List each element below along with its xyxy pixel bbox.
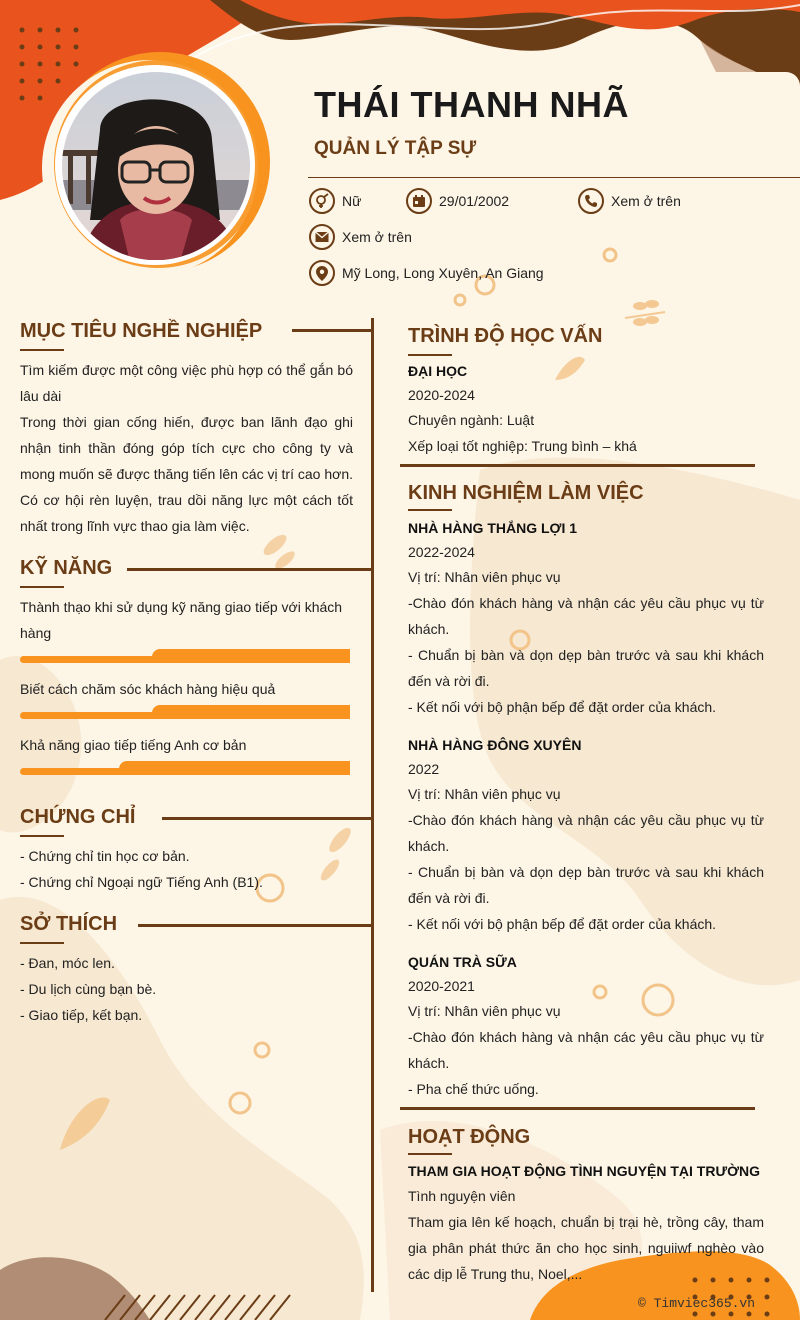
location-icon [309, 260, 335, 286]
job-duty: - Kết nối với bộ phận bếp để đặt order của khách. [408, 916, 717, 932]
education-school: ĐẠI HỌC [408, 363, 468, 379]
certificates-connector [162, 817, 372, 820]
hobbies-title: SỞ THÍCH [20, 913, 118, 935]
job-duty: - Chuẩn bị bàn và dọn dẹp bàn trước và sau khi khách đến và rời đi. [408, 647, 764, 689]
phone-value: Xem ở trên [611, 193, 681, 209]
job-company: NHÀ HÀNG ĐÔNG XUYÊN [408, 737, 582, 753]
skill-bar [20, 649, 350, 663]
objective-underline [20, 349, 64, 351]
address-value: Mỹ Long, Long Xuyên, An Giang [342, 265, 544, 281]
job-duty: - Kết nối với bộ phận bếp để đặt order của khách. [408, 699, 717, 715]
job-company: NHÀ HÀNG THẮNG LỢI 1 [408, 520, 578, 536]
education-underline [408, 354, 452, 356]
calendar-icon [406, 188, 432, 214]
job-duty: - Chuẩn bị bàn và dọn dẹp bàn trước và sau khi khách đến và rời đi. [408, 864, 764, 906]
certificates-title: CHỨNG CHỈ [20, 806, 136, 828]
birthdate-value: 29/01/2002 [439, 193, 510, 209]
job-company: QUÁN TRÀ SỮA [408, 954, 517, 970]
hobbies-connector [138, 924, 372, 927]
email-icon [309, 224, 335, 250]
activity-description: Tham gia lên kế hoạch, chuẩn bị trại hè, trồng cây, tham gia phân phát thức ăn cho học sinh, nguiiwf nghèo vào các dịp lễ Trung thu, Noel,... [408, 1214, 764, 1282]
job-position: Vị trí: Nhân viên phục vụ [408, 569, 561, 585]
objective-text-2: Trong thời gian cống hiến, được ban lãnh đạo ghi nhận tinh thần đóng góp tích cực cho công ty và mong muốn sẽ được thăng tiến lên các vị trí cao hơn. Có cơ hội rèn luyện, trau dồi năng lực một cách tốt nhất trong lĩnh vực thao gia làm việc. [20, 414, 353, 534]
education-grade: Xếp loại tốt nghiệp: Trung bình – khá [408, 438, 637, 454]
skill-bar [20, 761, 350, 775]
activity-name: THAM GIA HOẠT ĐỘNG TÌNH NGUYỆN TẠI TRƯỜNG [408, 1163, 761, 1179]
education-period: 2020-2024 [408, 387, 475, 403]
job-period: 2020-2021 [408, 978, 475, 994]
skills-underline [20, 586, 64, 588]
activities-title: HOẠT ĐỘNG [408, 1126, 531, 1148]
gender-icon [309, 188, 335, 214]
avatar [60, 70, 252, 262]
skill-bar [20, 705, 350, 719]
hobby-item: - Đan, móc len. [20, 955, 115, 971]
hobbies-underline [20, 942, 64, 944]
skills-title: KỸ NĂNG [20, 557, 113, 579]
job-position: Vị trí: Nhân viên phục vụ [408, 1003, 561, 1019]
certificate-item: - Chứng chỉ Ngoại ngữ Tiếng Anh (B1). [20, 874, 263, 890]
candidate-name: THÁI THANH NHÃ [314, 84, 629, 125]
education-title: TRÌNH ĐỘ HỌC VẤN [408, 325, 603, 347]
job-duty: -Chào đón khách hàng và nhận các yêu cầu phục vụ từ khách. [408, 595, 764, 637]
job-period: 2022-2024 [408, 544, 475, 560]
activities-underline [408, 1153, 452, 1155]
header-divider [308, 177, 800, 178]
job-period: 2022 [408, 761, 440, 777]
objective-text-1: Tìm kiếm được một công việc phù hợp có thể gắn bó lâu dài [20, 362, 353, 404]
timeline-divider [371, 318, 374, 1292]
certificate-item: - Chứng chỉ tin học cơ bản. [20, 848, 190, 864]
contact-birthdate [406, 188, 509, 214]
hobby-item: - Giao tiếp, kết bạn. [20, 1007, 143, 1023]
experience-divider [400, 1107, 755, 1110]
job-duty: -Chào đón khách hàng và nhận các yêu cầu phục vụ từ khách. [408, 1029, 764, 1071]
watermark: © Timviec365.vn [638, 1296, 756, 1311]
job-title: QUẢN LÝ TẬP SỰ [314, 138, 477, 159]
skill-label: Thành thạo khi sử dụng kỹ năng giao tiếp với khách hàng [20, 599, 343, 641]
job-position: Vị trí: Nhân viên phục vụ [408, 786, 561, 802]
objective-connector [292, 329, 372, 332]
job-duty: -Chào đón khách hàng và nhận các yêu cầu phục vụ từ khách. [408, 812, 764, 854]
hobby-item: - Du lịch cùng bạn bè. [20, 981, 157, 997]
education-major: Chuyên ngành: Luật [408, 412, 535, 428]
experience-title: KINH NGHIỆM LÀM VIỆC [408, 482, 644, 504]
experience-underline [408, 509, 452, 511]
phone-icon [578, 188, 604, 214]
certificates-underline [20, 835, 64, 837]
skills-connector [127, 568, 372, 571]
contact-address [309, 260, 544, 286]
skill-label: Biết cách chăm sóc khách hàng hiệu quả [20, 681, 276, 697]
objective-title: MỤC TIÊU NGHỀ NGHIỆP [20, 320, 263, 342]
contact-gender [309, 188, 361, 214]
activity-role: Tình nguyện viên [408, 1188, 516, 1204]
skill-label: Khả năng giao tiếp tiếng Anh cơ bản [20, 737, 247, 753]
contact-email [309, 224, 412, 250]
education-divider [400, 464, 755, 467]
email-value: Xem ở trên [342, 229, 412, 245]
job-duty: - Pha chế thức uống. [408, 1081, 539, 1097]
gender-value: Nữ [342, 193, 362, 209]
contact-phone [578, 188, 681, 214]
